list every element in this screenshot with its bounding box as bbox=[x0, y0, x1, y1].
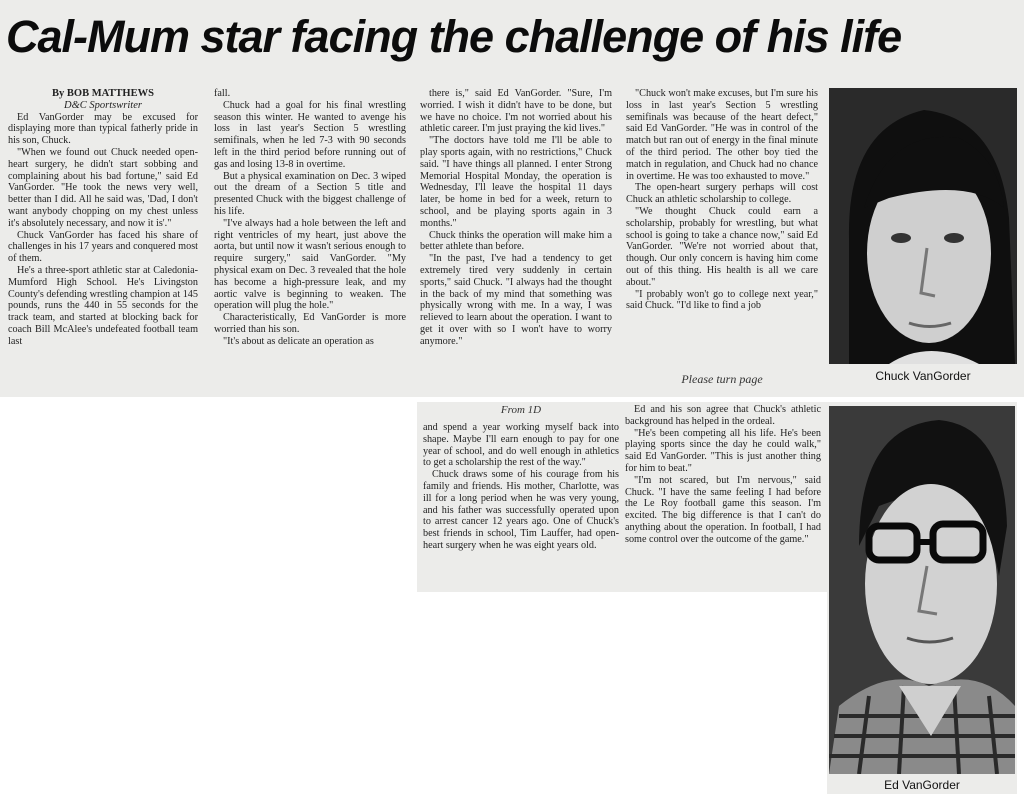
article-paragraph: Ed VanGorder may be excused for displaying more than typical fatherly pride in his son, Chuck. bbox=[8, 111, 198, 147]
article-paragraph: "He's been competing all his life. He's been playing sports since the day he could walk," said Ed VanGorder. "This is just another thing for him to beat." bbox=[625, 427, 821, 474]
article-paragraph: Chuck draws some of his courage from his family and friends. His mother, Charlotte, was ill for a long period when he was very young, and his father was successfully operated upon to arrest cancer 12 years ago. One of Chuck's best friends in school, Tim Lauffer, had open-heart surgery when he was eight years old. bbox=[423, 469, 619, 551]
article-paragraph: fall. bbox=[214, 88, 231, 99]
photo-caption-chuck: Chuck VanGorder bbox=[875, 369, 971, 383]
article-paragraph: "The doctors have told me I'll be able to play sports again, with no restrictions," Chuck said. "I have things all planned. I enter Strong Memorial Hospital Monday, the operation is Wednesday, I'll leave the hospital 11 days later, be home in bed for a week, return to school, and be playing sports again in 3 months." bbox=[420, 135, 612, 229]
article-column-4 bbox=[626, 88, 818, 370]
article-column-6 bbox=[625, 404, 821, 590]
article-paragraph: "I probably won't go to college next year," said Chuck. "I'd like to find a job bbox=[626, 288, 818, 312]
jump-from-label: From 1D bbox=[500, 404, 542, 416]
article-paragraph: But a physical examination on Dec. 3 wiped out the dream of a Section 5 title and presented Chuck with the biggest challenge of his life. bbox=[214, 170, 406, 217]
photo-clip-ed bbox=[827, 402, 1017, 794]
article-paragraph: "We thought Chuck could earn a scholarship, probably for wrestling, but what school is going to take a chance now," said Ed VanGorder. "We're not worried about that, though. Our only concern is having him come out of this thing. His health is all we care about." bbox=[626, 205, 818, 288]
article-column-5 bbox=[423, 422, 619, 590]
photo-ed-vangorder bbox=[829, 406, 1015, 774]
article-column-1 bbox=[8, 88, 198, 394]
portrait-ed-image bbox=[829, 406, 1015, 774]
article-paragraph: "In the past, I've had a tendency to get extremely tired very suddenly in certain sports," said Chuck. "I always had the thought in the back of my mind that something was physically wrong with me. In a way, I was relieved to learn about the operation. I want to get it over with so I won't have to worry anymore." bbox=[420, 253, 612, 347]
article-continuation-clip bbox=[417, 402, 827, 592]
article-paragraph: there is," said Ed VanGorder. "Sure, I'm worried. I wish it didn't have to be done, but we have no choice. I'm not worried about his athletic career. I'm just praying the kid lives." bbox=[420, 88, 612, 135]
article-paragraph: The open-heart surgery perhaps will cost Chuck an athletic scholarship to college. bbox=[626, 182, 818, 206]
article-paragraph: "When we found out Chuck needed open-heart surgery, he didn't start sobbing and complaining about his bad fortune," said Ed VanGorder. "He took the news very well, better than I did. All he said was, 'Dad, I don't want anybody chopping on my chest unless it's absolutely necessary, and now it is'." bbox=[8, 146, 198, 229]
photo-chuck-vangorder bbox=[829, 88, 1017, 364]
article-paragraph: and spend a year working myself back into shape. Maybe I'll earn enough to pay for one year of school, and do well enough in athletics to get a scholarship the rest of the way." bbox=[423, 422, 619, 469]
article-column-2 bbox=[214, 88, 406, 394]
article-paragraph: Ed and his son agree that Chuck's athletic background has helped in the ordeal. bbox=[625, 404, 821, 427]
byline-credit: D&C Sportswriter bbox=[64, 99, 142, 111]
article-paragraph: Chuck thinks the operation will make him a better athlete than before. bbox=[420, 229, 612, 253]
portrait-chuck-image bbox=[829, 88, 1017, 364]
article-paragraph: He's a three-sport athletic star at Caledonia-Mumford High School. He's Livingston County's defending wrestling champion at 145 pounds, runs the 440 in 55 seconds for the track team, and started at blocking back for coach Bill McAlee's undefeated football team last bbox=[8, 264, 198, 347]
article-paragraph: "Chuck won't make excuses, but I'm sure his loss in last year's Section 5 wrestling semifinals was because of the heart defect," said Ed VanGorder. "He was in control of the match but ran out of energy in the final minute of the third period. The other boy tied the match in regulation, and Chuck had no chance in overtime. He was too exhausted to move." bbox=[626, 88, 818, 182]
article-paragraph: Chuck had a goal for his final wrestling season this winter. He wanted to avenge his loss in last year's Section 5 wrestling semifinals, when he led 7-3 with 90 seconds left in the third period before running out of gas and losing 13-8 in overtime. bbox=[214, 99, 406, 170]
article-paragraph: "I'm not scared, but I'm nervous," said Chuck. "I have the same feeling I had before the Le Roy football game this season. I'm excited. The big difference is that I can't do anything about the operation. In football, I had some control over the outcome of the game." bbox=[625, 474, 821, 545]
article-paragraph: "I've always had a hole between the left and right ventricles of my heart, just above the aorta, but until now it wasn't serious enough to require surgery," said VanGorder. "My physical exam on Dec. 3 revealed that the hole has become a high-pressure leak, and my aortic valve is beginning to weaken. The operation will plug the hole." bbox=[214, 217, 406, 312]
article-paragraph: Chuck VanGorder has faced his share of challenges in his 17 years and conquered most of them. bbox=[8, 229, 198, 265]
article-main-clip bbox=[0, 0, 1024, 397]
jump-to-label: Please turn page bbox=[681, 372, 763, 386]
article-paragraph: "It's about as delicate an operation as bbox=[223, 335, 374, 347]
photo-caption-ed: Ed VanGorder bbox=[884, 778, 960, 792]
byline: By BOB MATTHEWS bbox=[52, 88, 154, 99]
article-column-3 bbox=[420, 88, 612, 394]
article-paragraph: Characteristically, Ed VanGorder is more worried than his son. bbox=[214, 312, 406, 335]
headline: Cal-Mum star facing the challenge of his life bbox=[6, 11, 902, 62]
